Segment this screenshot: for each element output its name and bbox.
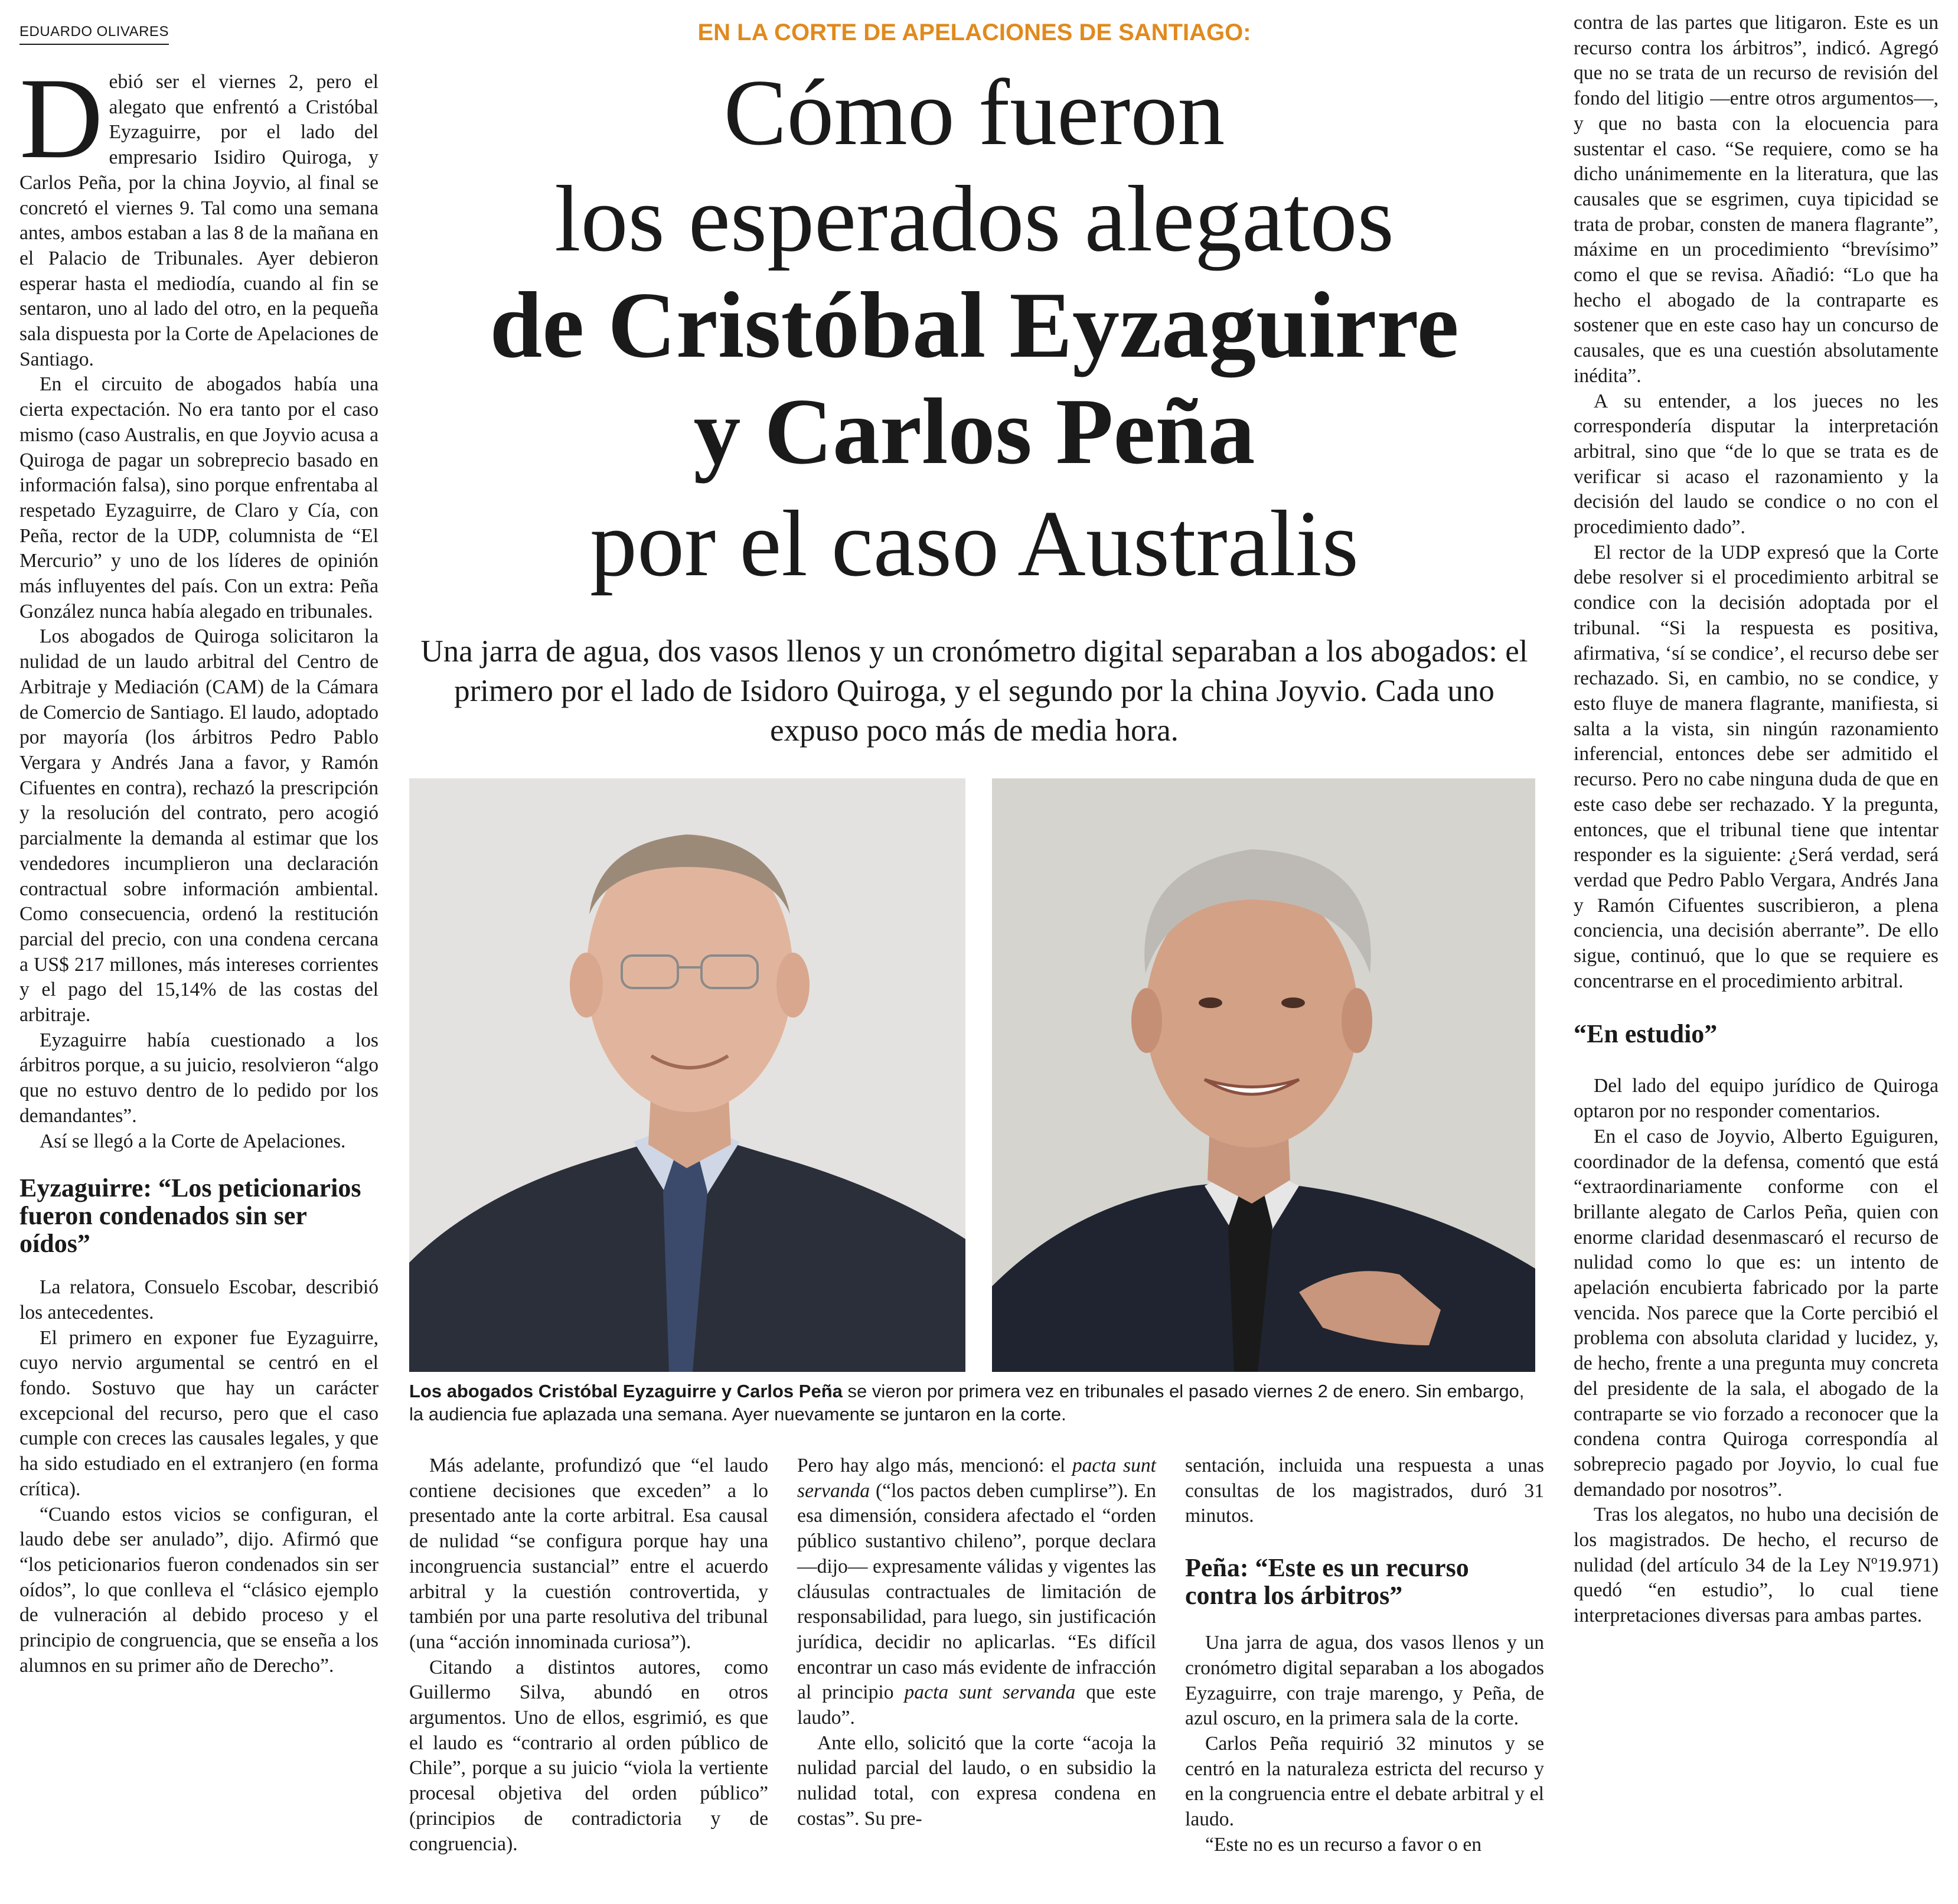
dropcap: D <box>19 54 103 182</box>
col1-paragraph-5: Así se llegó a la Corte de Apelaciones. <box>40 1130 346 1152</box>
headline-line-4: y Carlos Peña <box>693 379 1255 484</box>
caption-bold: Los abogados Cristóbal Eyzaguirre y Carlos Peña <box>409 1381 843 1401</box>
col5-paragraph-5: En el caso de Joyvio, Alberto Eguiguren, coordinador de la defensa, comentó que está “extraordinariamente conforme con el brillante alegato de Carlos Peña, quien con enorme claridad desenmascaró el recurso de nulidad como lo que es: un intento de apelación encubierta fabricado por la parte vencida. Nos parece que la Corte percibió el problema con absoluta claridad y lucidez, y, de hecho, frente a una pregunta muy concreta del presidente de la sala, el abogado de la contraparte se vio forzado a reconocer que la condena contra Quiroga correspondía al sobreprecio pagado por Joyvio, lo cual fue demandado por nosotros”. <box>1574 1125 1939 1501</box>
kicker: EN LA CORTE DE APELACIONES DE SANTIAGO: <box>697 19 1251 45</box>
col5-paragraph-1: contra de las partes que litigaron. Este es un recurso contra los árbitros”, indicó. Agregó que no se trata de un recurso de revisión del fondo del litigio —entre otros argumentos—, y que no basta con la elocuencia para sustentar el caso. “Se requiere, como se ha dicho unánimemente en la literatura, que las causales que se esgrimen, cuya tipicidad se trata de probar, consten de manera flagrante”, máxime en un procedimiento “brevísimo” como el que se revisa. Añadió: “Lo que ha hecho el abogado de la contraparte es sostener que en este caso hay un concurso de causales, que es una cuestión absolutamente inédita”. <box>1574 12 1939 387</box>
deck: Una jarra de agua, dos vasos llenos y un cronómetro digital separaban a los abogados: el primero por el lado de Isidoro Quiroga, y el segundo por la china Joyvio. Cada uno expuso poco más de media hora. <box>420 634 1528 748</box>
col1-paragraph-7: El primero en exponer fue Eyzaguirre, cuyo nervio argumental se centró en el fondo. Sostuvo que hay un carácter excepcional del recurso, pero que el caso cumple con creces las causales legales, y que ha sido estudiado en el extranjero (en forma crítica). <box>19 1326 378 1500</box>
headline-line-5: por el caso Australis <box>590 491 1359 596</box>
column-4 <box>1185 1453 1544 1857</box>
col4-paragraph-4: “Este no es un recurso a favor o en <box>1205 1833 1482 1856</box>
column-3 <box>797 1453 1156 1832</box>
col4-paragraph-1: sentación, incluida una respuesta a unas consultas de los magistrados, duró 31 minutos. <box>1185 1455 1544 1527</box>
column-2 <box>409 1453 768 1857</box>
col1-paragraph-6: La relatora, Consuelo Escobar, describió los antecedentes. <box>19 1276 378 1323</box>
photo-caption <box>409 1380 1535 1426</box>
col5-paragraph-2: A su entender, a los jueces no les correspondería disputar la interpretación arbitral, sino que “de lo que se trata es de verificar si acaso el razonamiento y la decisión del laudo se condice o no con el procedimiento dado”. <box>1574 390 1939 539</box>
col1-paragraph-2: En el circuito de abogados había una cierta expectación. No era tanto por el caso mismo (caso Australis, en que Joyvio acusa a Quiroga de pagar un sobreprecio basado en información falsa), sino porque enfrentaba al respetado Eyzaguirre, de Claro y Cía, con Peña, rector de la UDP, columnista de “El Mercurio” y uno de los líderes de opinión más influyentes del país. Con un extra: Peña González nunca había alegado en tribunales. <box>19 373 379 622</box>
column-1 <box>19 54 379 1678</box>
photo-eyzaguirre <box>409 778 965 1372</box>
col1-subheading: Eyzaguirre: “Los peticionarios fueron condenados sin ser oídos” <box>19 1173 361 1259</box>
photo-pena <box>992 778 1535 1372</box>
column-5 <box>1574 11 1939 1629</box>
byline: EDUARDO OLIVARES <box>19 24 169 45</box>
col5-subheading: “En estudio” <box>1574 1019 1718 1049</box>
col4-paragraph-2: Una jarra de agua, dos vasos llenos y un cronómetro digital separaban a los abogados Eyzaguirre, con traje marengo, y Peña, de azul oscuro, en la primera sala de la corte. <box>1185 1632 1544 1730</box>
headline-line-3: de Cristóbal Eyzaguirre <box>490 272 1459 377</box>
col1-paragraph-8: “Cuando estos vicios se configuran, el laudo debe ser anulado”, dijo. Afirmó que “los peticionarios fueron condenados sin ser oídos”, lo que conlleva el “clásico ejemplo de vulneración al debido proceso y el principio de congruencia, que se enseña a los alumnos en su primer año de Derecho”. <box>19 1503 378 1677</box>
headline-line-2: los esperados alegatos <box>554 166 1394 271</box>
col1-paragraph-4: Eyzaguirre había cuestionado a los árbitros porque, a su juicio, resolvieron “algo que no estuvo dentro de lo pedido por los demandantes”. <box>19 1029 378 1127</box>
col5-paragraph-4: Del lado del equipo jurídico de Quiroga optaron por no responder comentarios. <box>1574 1075 1939 1123</box>
col3-paragraph-1: Pero hay algo más, mencionó: el pacta sunt servanda (“los pactos deben cumplirse”). En esa dimensión, considera afectado el “orden público sustantivo chileno”, porque declara —dijo— expresamente válidas y vigentes las cláusulas contractuales de limitación de responsabilidad, para luego, sin justificación jurídica, decidir no aplicarlas. “Es difícil encontrar un caso más evidente de infracción al principio pacta sunt servanda que este laudo”. <box>797 1455 1156 1729</box>
col4-paragraph-3: Carlos Peña requirió 32 minutos y se centró en la naturaleza estricta del recurso y en la congruencia entre el debate arbitral y el laudo. <box>1185 1732 1544 1831</box>
col5-paragraph-6: Tras los alegatos, no hubo una decisión de los magistrados. De hecho, el recurso de nulidad (del artículo 34 de la Ley Nº19.971) quedó “en estudio”, lo cual tiene interpretaciones diversas para ambas partes. <box>1574 1504 1939 1627</box>
col4-subheading: Peña: “Este es un recurso contra los árbitros” <box>1185 1553 1469 1610</box>
col5-paragraph-3: El rector de la UDP expresó que la Corte debe resolver si el procedimiento arbitral se condice con la decisión adoptada por el tribunal. “Si la respuesta es positiva, afirmativa, ‘sí se condice’, el recurso debe ser rechazado. Si, en cambio, no se condice, y esto fluye de manera flagrante, manifiesta, si salta a la vista, sin ningún razonamiento inferencial, entonces debe ser admitido el recurso. Pero no cabe ninguna duda de que en este caso debe ser rechazado. Y la pregunta, entonces, que el tribunal tiene que intentar responder es la siguiente: ¿Será verdad, será verdad que Pedro Pablo Vergara, Andrés Jana y Ramón Cifuentes suscribieron, a plena conciencia, una decisión aberrante”. De ello sigue, continuó, que lo que se requiere es concentrarse en el procedimiento arbitral. <box>1574 541 1939 992</box>
col2-paragraph-2: Citando a distintos autores, como Guillermo Silva, abundó en otros argumentos. Uno de ellos, esgrimió, es que el laudo es “contrario al orden público de Chile”, porque a su juicio “viola la vertiente procesal objetiva del orden público” (principios de contradictoria y de congruencia). <box>409 1656 768 1855</box>
headline-line-1: Cómo fueron <box>723 60 1225 165</box>
col1-paragraph-3: Los abogados de Quiroga solicitaron la nulidad de un laudo arbitral del Centro de Arbitraje y Mediación (CAM) de la Cámara de Comercio de Santiago. El laudo, adoptado por mayoría (los árbitros Pedro Pablo Vergara y Andrés Jana a favor, y Ramón Cifuentes en contra), rechazó la prescripción y la resolución del contrato, pero acogió parcialmente la demanda al estimar que los vendedores incumplieron una declaración contractual sobre información ambiental. Como consecuencia, ordenó la restitución parcial del precio, con una condena cercana a US$ 217 millones, más intereses corrientes y el pago del 15,14% de las costas del arbitraje. <box>19 625 378 1026</box>
col1-paragraph-1: Debió ser el viernes 2, pero el alegato que enfrentó a Cristóbal Eyzaguirre, por el lado del empresario Isidiro Quiroga, y Carlos Peña, por la china Joyvio, al final se concretó el viernes 9. Tal como una semana antes, ambos estaban a las 8 de la mañana en el Palacio de Tribunales. Ayer debieron esperar hasta el mediodía, cuando al fin se sentaron, uno al lado del otro, en la pequeña sala dispuesta por la Corte de Apelaciones de Santiago. <box>19 54 378 370</box>
caption-text: se vieron por primera vez en tribunales el pasado viernes 2 de enero. Sin embargo, la audiencia fue aplazada una semana. Ayer nuevamente se juntaron en la corte. <box>409 1381 1525 1424</box>
col3-paragraph-2: Ante ello, solicitó que la corte “acoja la nulidad parcial del laudo, o en subsidio la nulidad total, con expresa condena en costas”. Su pre- <box>797 1732 1156 1830</box>
col2-paragraph-1: Más adelante, profundizó que “el laudo contiene decisiones que exceden” a lo presentado ante la corte arbitral. Esa causal de nulidad “se configura porque hay una incongruencia sustancial” entre el acuerdo arbitral y la cuestión controvertida, y también por una parte resolutiva del tribunal (una “acción innominada curiosa”). <box>409 1455 768 1653</box>
